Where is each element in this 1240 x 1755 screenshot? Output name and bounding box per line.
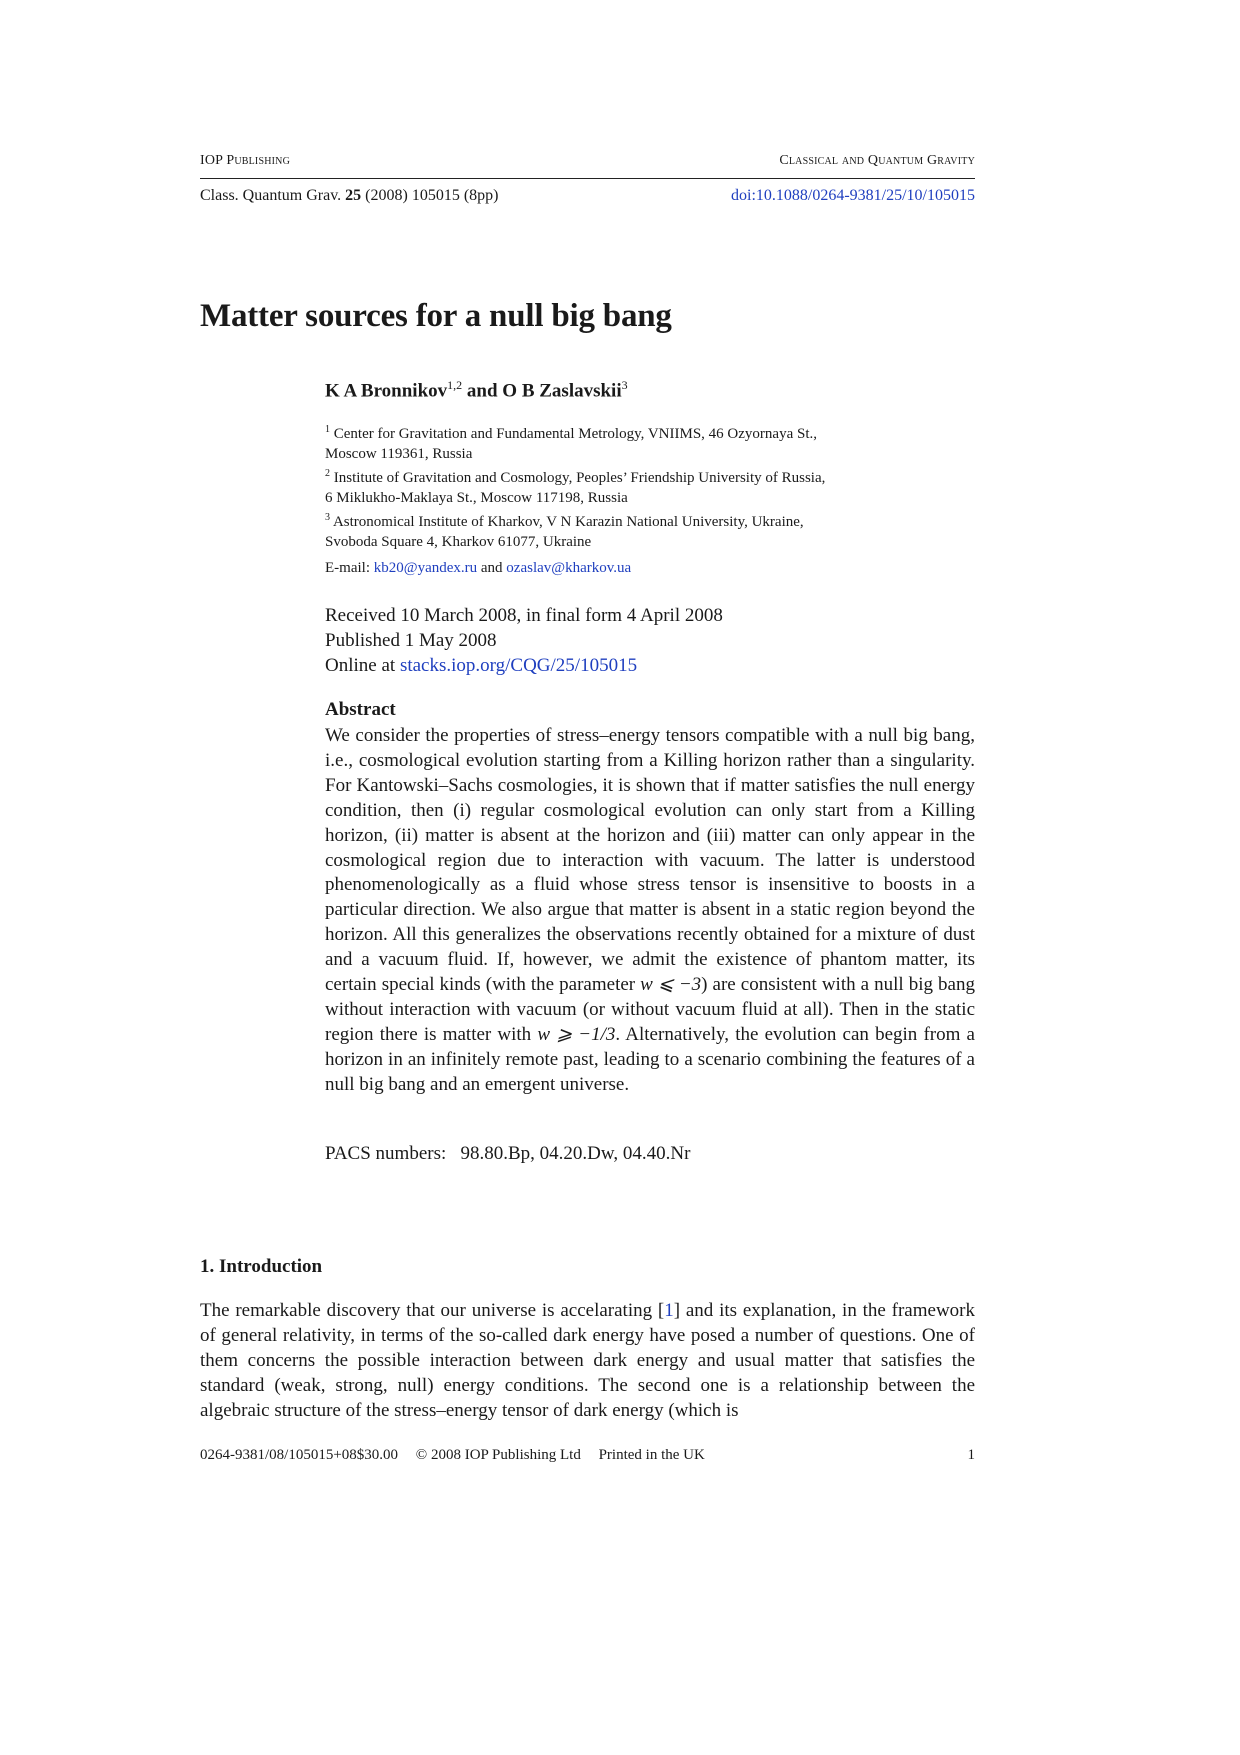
reference-link[interactable]: 1 [664,1300,674,1321]
doi-link[interactable]: doi:10.1088/0264-9381/25/10/105015 [731,187,975,204]
math-expression: w ⩾ −1/3 [537,1023,616,1045]
introduction-text [200,1299,975,1424]
intro-text-part: ] and its explanation, in the framework of general relativity, in terms of the so-called dark energy have posed a number of questions. One of them concerns the possible interaction between dark energy and usual matter that satisfies the standard (weak, strong, null) energy conditions. The second one is a relationship between the algebraic structure of the stress–energy tensor of dark energy (which is [200,1300,975,1421]
author-affil-marker: 3 [621,378,628,392]
affiliations [325,420,975,552]
affiliation-line: Svoboda Square 4, Kharkov 61077, Ukraine [325,534,592,550]
affiliation-line: Astronomical Institute of Kharkov, V N Karazin National University, Ukraine, [332,514,804,530]
online-line [325,653,723,678]
received-date: Received 10 March 2008, in final form 4 April 2008 [325,605,723,626]
volume-number: 25 [345,187,362,204]
author-name: K A Bronnikov [325,380,448,402]
abstract-text [325,724,975,1098]
abstract-text-part: We consider the properties of stress–energy tensors compatible with a null big bang, i.e., cosmological evolution starting from a Killing horizon rather than a singularity. For Kantowski–Sachs cosmologies, it is shown that if matter satisfies the null energy condition, then (i) regular cosmological evolution can only start from a Killing horizon, (ii) matter is absent at the horizon and (iii) matter can only appear in the cosmological region due to interaction with vacuum. The latter is understood phenomenologically as a fluid whose stress tensor is insensitive to boosts in a particular direction. We also argue that matter is absent in a static region beyond the horizon. All this generalizes the observations recently obtained for a mixture of dust and a vacuum fluid. If, however, we admit the existence of phantom matter, its certain special kinds (with the parameter [325,725,975,996]
journal-abbrev: Class. Quantum Grav. [200,187,346,204]
footer-info [200,1447,719,1464]
math-expression: w ⩽ −3 [640,974,702,996]
running-header [200,153,975,175]
author-conjunction: and [462,380,503,402]
online-url-link[interactable]: stacks.iop.org/CQG/25/105015 [399,655,638,676]
affiliation-number: 1 [325,424,330,435]
affiliation [325,420,975,444]
email-link[interactable]: ozaslav@kharkov.ua [506,560,632,576]
abstract-text-part: . Alternatively, the evolution can begin from a horizon in an infinitely remote past, leading to a scenario combining the features of a null big bang and an emergent universe. [325,1023,975,1095]
email-conjunction: and [480,560,503,576]
affiliation-number: 3 [325,512,330,523]
abstract-heading: Abstract [325,699,396,720]
email-line [325,560,631,577]
author-affil-marker: 1,2 [447,378,463,392]
paper-title: Matter sources for a null big bang [200,298,672,334]
affiliation-line: 6 Miklukho-Maklaya St., Moscow 117198, Russia [325,490,628,506]
citation-details: (2008) 105015 (8pp) [361,187,499,204]
online-label: Online at [325,655,400,676]
header-rule [200,178,975,179]
printed-notice: Printed in the UK [598,1447,705,1463]
affiliation-line: Moscow 119361, Russia [325,446,473,462]
publisher-name: IOP Publishing [200,153,291,168]
author-list [325,378,628,402]
affiliation-number: 2 [325,468,330,479]
pacs-numbers [325,1143,690,1165]
article-code: 0264-9381/08/105015+08$30.00 [200,1447,399,1463]
copyright-notice: © 2008 IOP Publishing Ltd [415,1447,581,1463]
pacs-values: 98.80.Bp, 04.20.Dw, 04.40.Nr [460,1143,691,1164]
email-link[interactable]: kb20@yandex.ru [373,560,478,576]
abstract-text-part: ) are consistent with a null big bang without interaction with vacuum (or without vacuum fluid at all). Then in the static region there is matter with [325,974,975,1045]
page-number: 1 [967,1447,975,1463]
email-label: E-mail: [325,560,370,576]
affiliation-line: Institute of Gravitation and Cosmology, Peoples’ Friendship University of Russia, [333,470,826,486]
citation-line [200,187,975,209]
publication-dates [325,603,723,678]
page-footer [200,1447,975,1464]
published-date: Published 1 May 2008 [325,630,497,651]
affiliation [325,508,975,532]
author-name: O B Zaslavskii [502,380,622,402]
pacs-label: PACS numbers: [325,1143,447,1164]
affiliation-line: Center for Gravitation and Fundamental Metrology, VNIIMS, 46 Ozyornaya St., [333,426,817,442]
intro-text-part: The remarkable discovery that our universe is accelarating [ [200,1300,665,1321]
journal-citation [200,187,498,205]
section-heading: 1. Introduction [200,1256,323,1277]
affiliation [325,464,975,488]
journal-name: Classical and Quantum Gravity [779,153,975,168]
